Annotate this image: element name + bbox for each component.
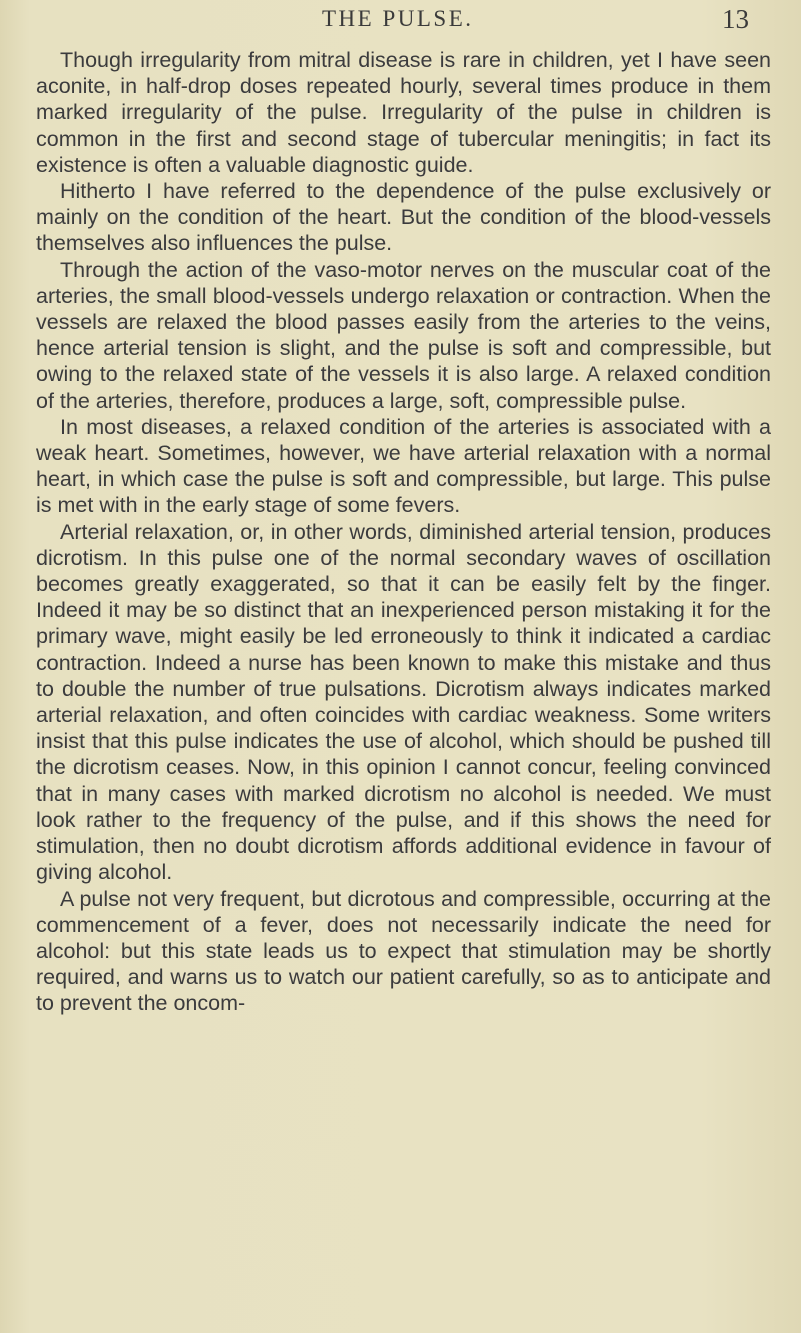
body-text bbox=[36, 47, 771, 1017]
paragraph-vaso-motor: Through the action of the vaso-motor nerves on the muscular coat of the arteries, the small blood-vessels undergo relaxation or contraction. When the vessels are relaxed the blood passes easily from the arteries to the veins, hence arterial tension is slight, and the pulse is soft and compressible, but owing to the relaxed state of the vessels it is also large. A relaxed condition of the arteries, therefore, produces a large, soft, compressible pulse. bbox=[36, 257, 771, 413]
paragraph-weak-heart: In most diseases, a relaxed condition of the arteries is associated with a weak heart. Sometimes, however, we have arterial relaxation with a normal heart, in which case the pulse is soft and compressible, but large. This pulse is met with in the early stage of some fevers. bbox=[36, 414, 771, 518]
paragraph-dicrotism: Arterial relaxation, or, in other words, diminished arterial tension, produces dicrotism. In this pulse one of the normal secondary waves of oscillation becomes greatly exaggerated, so that it can be easily felt by the finger. Indeed it may be so distinct that an inexperienced person mistaking it for the primary wave, might easily be led erroneously to think it indicated a cardiac contraction. Indeed a nurse has been known to make this mistake and thus to double the number of true pulsations. Dicrotism always indicates marked arterial relaxation, and often coincides with cardiac weakness. Some writers insist that this pulse indicates the use of alcohol, which should be pushed till the dicrotism ceases. Now, in this opinion I cannot concur, feeling convinced that in many cases with marked dicrotism no alcohol is needed. We must look rather to the frequency of the pulse, and if this shows the need for stimulation, then no doubt dicrotism affords additional evidence in favour of giving alcohol. bbox=[36, 519, 771, 885]
paragraph-blood-vessels: Hitherto I have referred to the dependence of the pulse exclusively or mainly on the condition of the heart. But the condition of the blood-vessels themselves also influences the pulse. bbox=[36, 179, 771, 256]
paragraph-irregularity: Though irregularity from mitral disease is rare in children, yet I have seen aconite, in half-drop doses repeated hourly, several times produce in them marked irregularity of the pulse. Irregularity of the pulse in children is common in the first and second stage of tubercular meningitis; in fact its existence is often a valuable diagnostic guide. bbox=[36, 48, 771, 177]
paragraph-alcohol: A pulse not very frequent, but dicrotous and compressible, occurring at the commencement of a fever, does not necessarily indicate the need for alcohol: but this state leads us to expect that stimulation may be shortly required, and warns us to watch our patient carefully, so as to anticipate and to prevent the oncom- bbox=[36, 886, 771, 1016]
page-number: 13 bbox=[722, 4, 749, 34]
running-head: THE PULSE. bbox=[322, 6, 474, 31]
page-header bbox=[0, 6, 801, 46]
